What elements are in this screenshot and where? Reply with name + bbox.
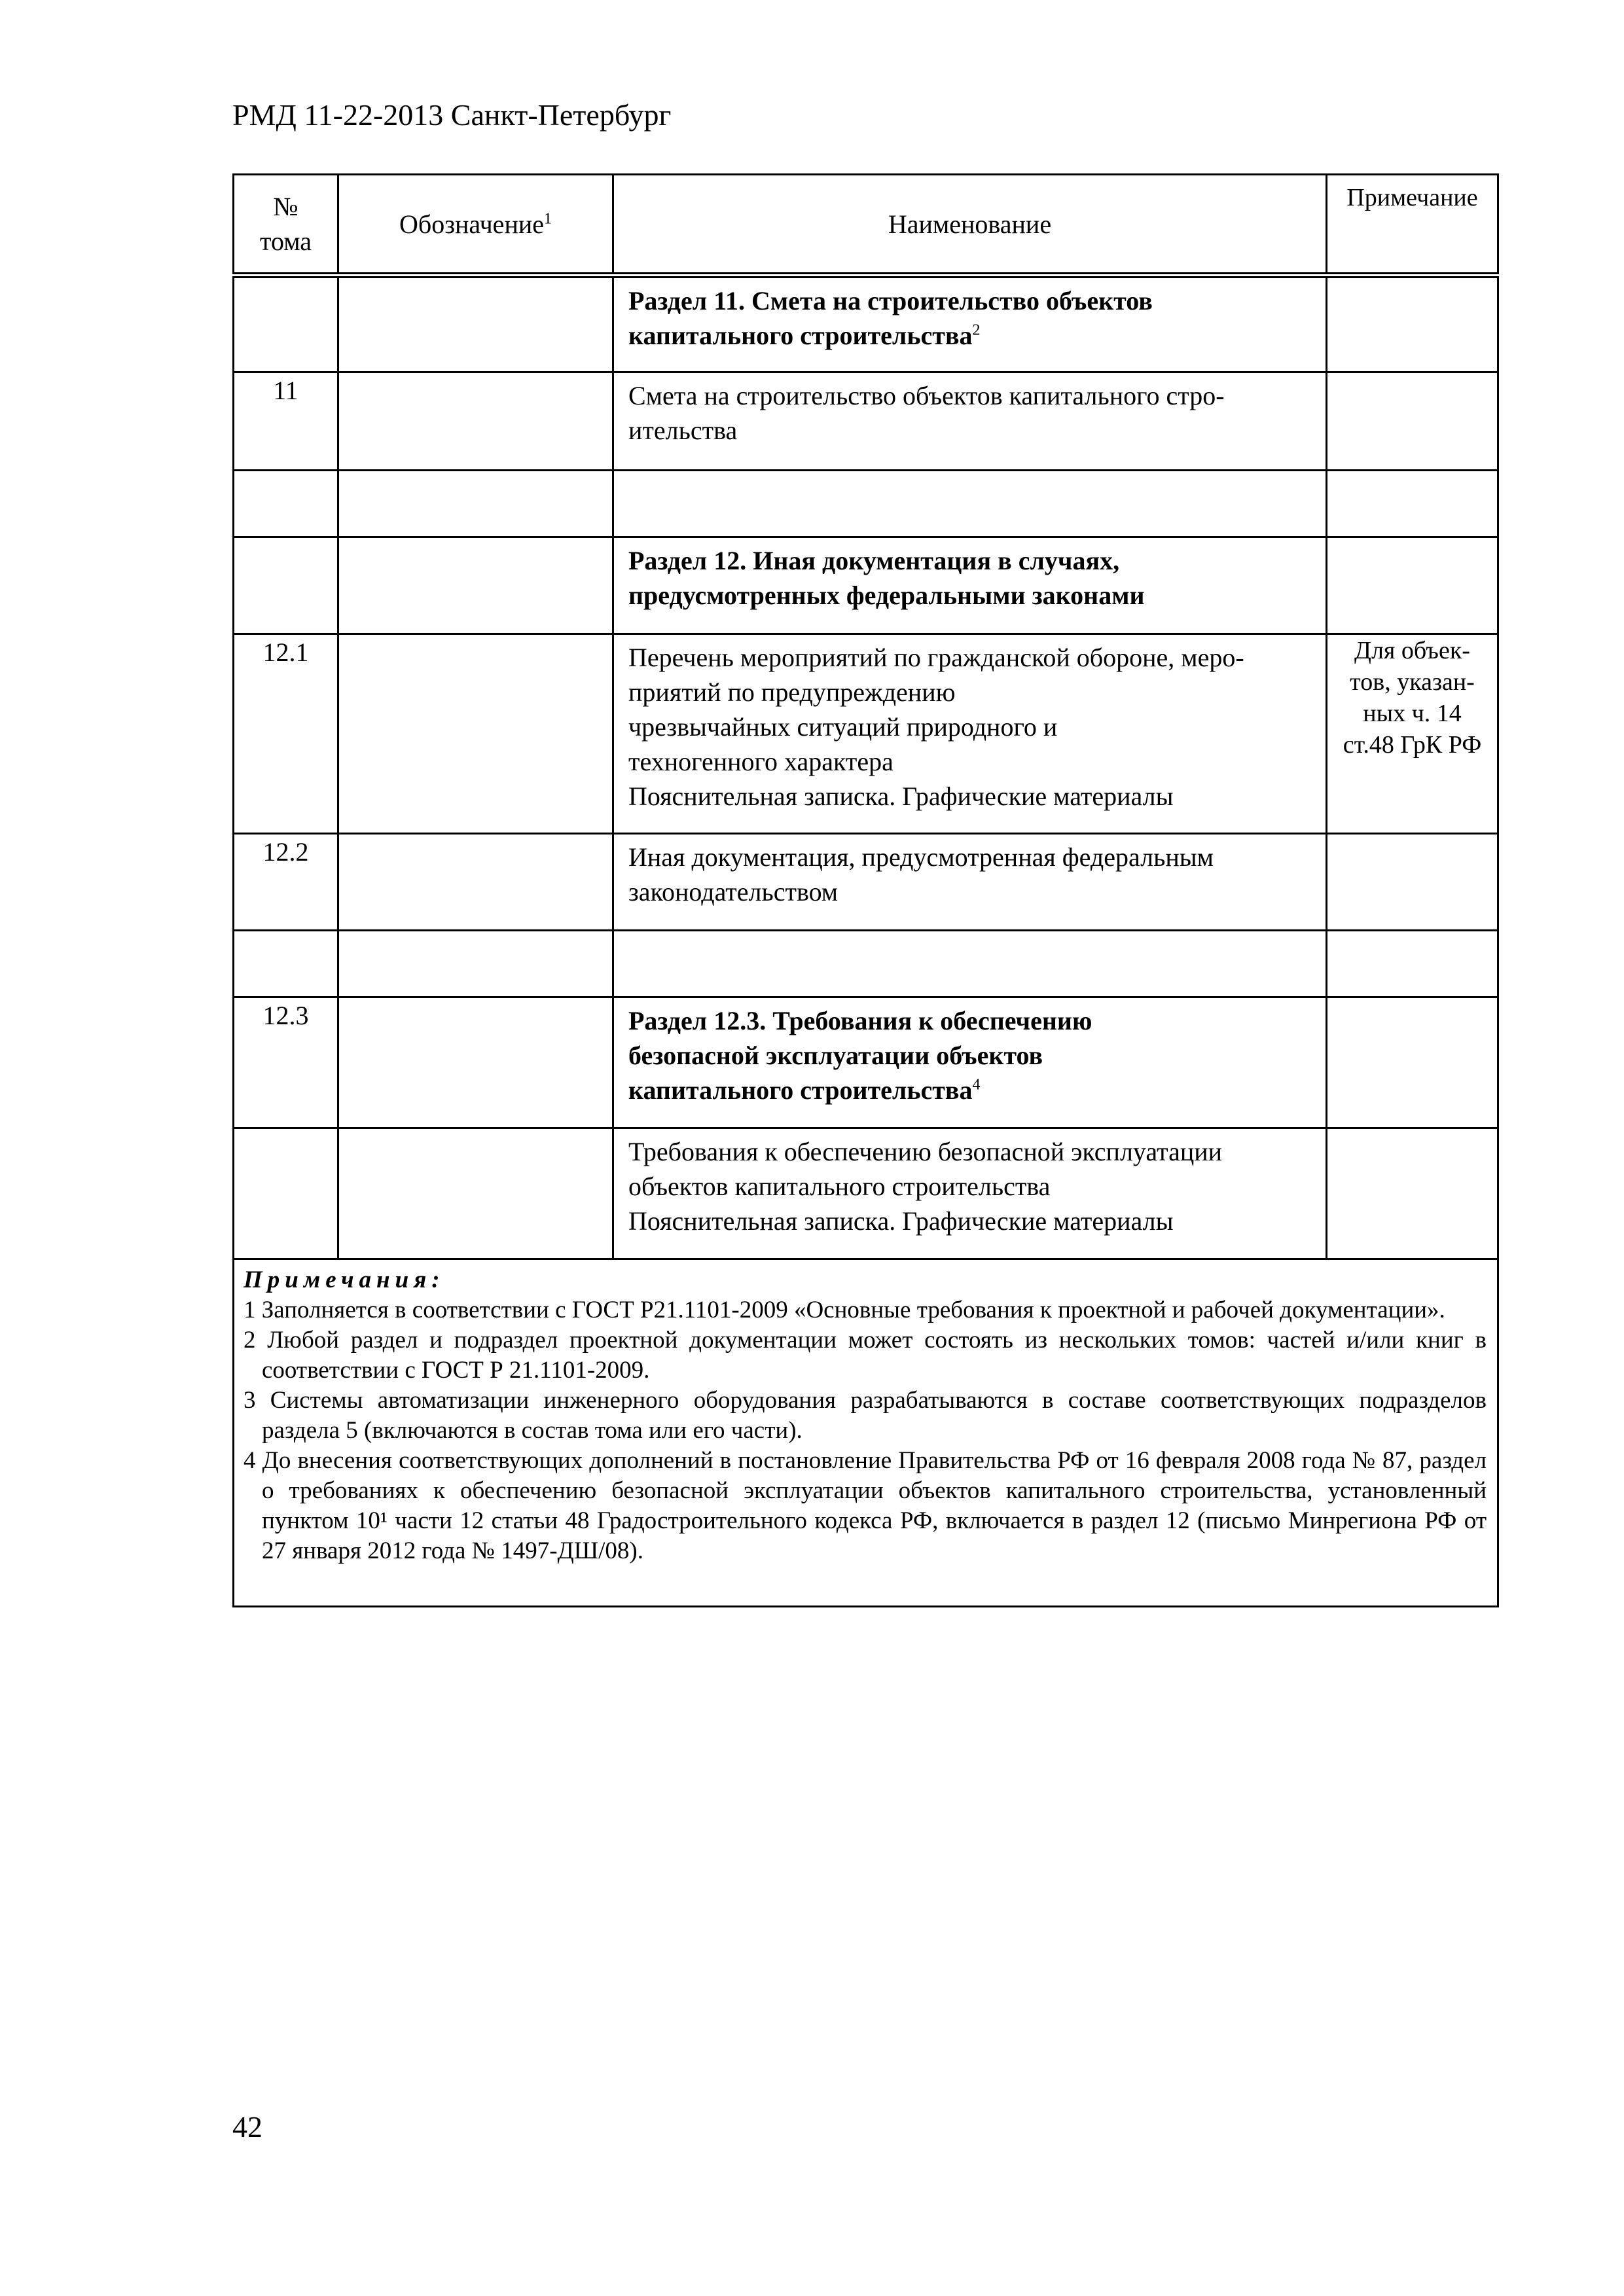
row-num	[234, 931, 338, 997]
row-name-line: объектов капитального строительства	[628, 1172, 1051, 1201]
page-number: 42	[232, 2110, 262, 2144]
row-name-line: техногенного характера	[628, 747, 893, 776]
table-row	[234, 471, 1498, 537]
row-designation	[338, 634, 613, 834]
row-name	[613, 997, 1327, 1128]
row-name-line: Иная документация, предусмотренная федеральным	[628, 842, 1214, 872]
row-num	[234, 1128, 338, 1259]
note-item-4: 4 До внесения соответствующих дополнений в постановление Правительства РФ от 16 февраля 2008 года № 87, раздел о требованиях к обеспечению безопасной эксплуатации объектов капитального строительства, установленный пунктом 10¹ части 12 статьи 48 Градостроительного кодекса РФ, включается в раздел 12 (письмо Минрегиона РФ от 27 января 2012 года № 1497-ДШ/08).	[244, 1447, 1487, 1564]
row-name-line: ительства	[628, 416, 738, 445]
column-header-designation: Обозначение$^1$	[338, 175, 613, 276]
row-name	[613, 537, 1327, 634]
table-row	[234, 1128, 1498, 1259]
row-note-line: ных ч. 14	[1363, 700, 1462, 727]
row-note	[1327, 1128, 1498, 1259]
row-num	[234, 276, 338, 372]
row-designation	[338, 372, 613, 471]
row-note	[1327, 931, 1498, 997]
document-header: РМД 11-22-2013 Санкт-Петербург	[232, 98, 672, 132]
row-note	[1327, 997, 1498, 1128]
row-name	[613, 931, 1327, 997]
row-name	[613, 834, 1327, 931]
row-name-line: Раздел 12. Иная документация в случаях,	[628, 546, 1120, 575]
table-row	[234, 931, 1498, 997]
note-item-2: 2 Любой раздел и подраздел проектной документации может состоять из нескольких томов: частей и/или книг в соответствии с ГОСТ Р 21.1101-2009.	[244, 1327, 1487, 1384]
composition-table	[232, 173, 1499, 1607]
row-name-line: Смета на строительство объектов капитального стро-	[628, 381, 1225, 410]
table-row	[234, 834, 1498, 931]
row-designation	[338, 834, 613, 931]
row-name-line: безопасной эксплуатации объектов	[628, 1041, 1043, 1070]
row-designation	[338, 276, 613, 372]
row-designation	[338, 471, 613, 537]
row-designation	[338, 1128, 613, 1259]
table-row	[234, 634, 1498, 834]
row-num: 12.3	[234, 997, 338, 1128]
row-name-line: предусмотренных федеральными законами	[628, 581, 1145, 610]
row-designation	[338, 537, 613, 634]
row-name-line: приятий по предупреждению	[628, 677, 956, 707]
row-name	[613, 1128, 1327, 1259]
row-note-line: Для объек-	[1354, 637, 1470, 664]
row-name	[613, 634, 1327, 834]
column-header-name: Наименование	[613, 175, 1327, 276]
row-designation	[338, 997, 613, 1128]
row-name-line: капитального строительства$^2$	[628, 321, 981, 350]
row-name-line: Пояснительная записка. Графические материалы	[628, 781, 1174, 811]
row-name	[613, 276, 1327, 372]
row-note	[1327, 834, 1498, 931]
column-header-note: Примечание	[1327, 175, 1498, 276]
row-name-line: капитального строительства$^4$	[628, 1075, 981, 1105]
row-name-line: Раздел 11. Смета на строительство объектов	[628, 286, 1153, 315]
column-header-num: № тома	[234, 175, 338, 276]
row-name-line: законодательством	[628, 877, 839, 906]
row-designation	[338, 931, 613, 997]
row-name-line: Перечень мероприятий по гражданской обороне, меро-	[628, 643, 1244, 672]
table-row	[234, 997, 1498, 1128]
row-note	[1327, 634, 1498, 834]
table-row	[234, 276, 1498, 372]
row-name-line: Требования к обеспечению безопасной эксплуатации	[628, 1137, 1223, 1166]
row-note	[1327, 372, 1498, 471]
row-note-line: тов, указан-	[1350, 668, 1475, 696]
row-num	[234, 537, 338, 634]
row-num: 12.1	[234, 634, 338, 834]
row-note	[1327, 471, 1498, 537]
row-name-line: Раздел 12.3. Требования к обеспечению	[628, 1006, 1092, 1035]
note-item-1: 1 Заполняется в соответствии с ГОСТ Р21.1101-2009 «Основные требования к проектной и рабочей документации».	[244, 1297, 1445, 1323]
notes-row	[234, 1259, 1498, 1607]
row-num: 11	[234, 372, 338, 471]
notes-title: Примечания:	[244, 1266, 445, 1293]
table-row	[234, 372, 1498, 471]
row-num	[234, 471, 338, 537]
table-row	[234, 537, 1498, 634]
row-note	[1327, 276, 1498, 372]
row-note	[1327, 537, 1498, 634]
row-name-line: чрезвычайных ситуаций природного и	[628, 712, 1058, 742]
row-name	[613, 471, 1327, 537]
row-name	[613, 372, 1327, 471]
row-num: 12.2	[234, 834, 338, 931]
row-note-line: ст.48 ГрК РФ	[1343, 731, 1482, 759]
note-item-3: 3 Системы автоматизации инженерного оборудования разрабатываются в составе соответствующих подразделов раздела 5 (включаются в состав тома или его части).	[244, 1387, 1487, 1444]
row-name-line: Пояснительная записка. Графические материалы	[628, 1206, 1174, 1236]
table-header-row	[234, 175, 1498, 276]
notes-block	[234, 1259, 1498, 1607]
